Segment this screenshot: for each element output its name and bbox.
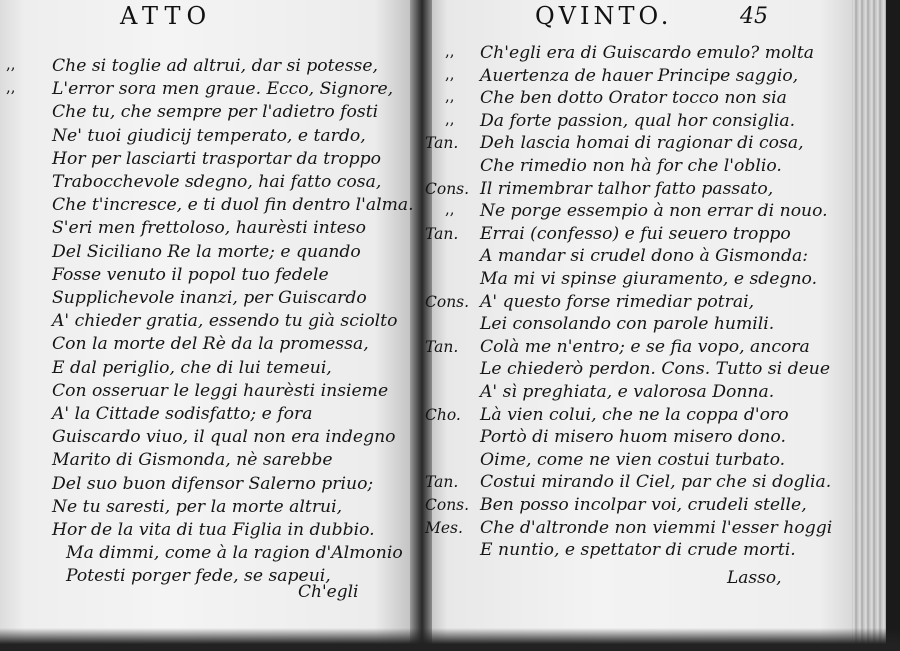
quotation-mark: ,, <box>445 87 455 106</box>
verse-text: Ch'egli era di Guiscardo emulo? molta <box>480 43 815 63</box>
verse-text: Del Siciliano Re la morte; e quando <box>52 241 361 262</box>
verse-text: Trabocchevole sdegno, hai fatto cosa, <box>52 172 382 192</box>
verse-text: Hor per lasciarti trasportar da troppo <box>52 148 382 169</box>
verse-text: Che rimedio non hà for che l'oblio. <box>480 156 782 176</box>
verse-text: A' questo forse rimediar potrai, <box>480 291 755 312</box>
verse-text: Potesti porger fede, se sapeui, <box>66 566 331 587</box>
verse-text: Guiscardo viuo, il qual non era indegno <box>52 427 396 448</box>
verse-text: Che ben dotto Orator tocco non sia <box>480 88 787 109</box>
speaker-label: Tan. <box>425 134 459 153</box>
verse-text: A mandar si crudel dono à Gismonda: <box>480 246 808 267</box>
quotation-mark: ,, <box>445 42 455 60</box>
verse-text: Da forte passion, qual hor consiglia. <box>480 110 796 131</box>
verse-text: Deh lascia homai di ragionar di cosa, <box>480 133 804 154</box>
verse-text: Che d'altronde non viemmi l'esser hoggi <box>480 517 833 538</box>
verse-text: Supplichevole inanzi, per Guiscardo <box>52 288 367 308</box>
quotation-mark: ,, <box>445 64 455 83</box>
verse-text: Le chiederò perdon. Cons. Tutto si deue <box>480 359 831 380</box>
verse-text: Costui mirando il Ciel, par che si doglia. <box>480 472 832 493</box>
speaker-label: Tan. <box>425 224 459 243</box>
verse-text: A' la Cittade sodisfatto; e fora <box>52 404 313 424</box>
speaker-label: Cons. <box>425 292 470 311</box>
speaker-label: Cons. <box>425 496 470 514</box>
verse-text: Che si toglie ad altrui, dar si potesse, <box>52 56 379 76</box>
verse-text: Con osseruar le leggi haurèsti insieme <box>52 380 389 401</box>
verse-text: L'error sora men graue. Ecco, Signore, <box>52 79 394 100</box>
verse-text: Errai (confesso) e fui seuero troppo <box>480 223 791 244</box>
speaker-label: Mes. <box>425 518 463 537</box>
verse-text: Ne' tuoi giudicij temperato, e tardo, <box>52 125 366 146</box>
verse-text: Che t'incresce, e ti duol fin dentro l'alma. <box>52 195 414 216</box>
verse-text: A' chieder gratia, essendo tu già sciolto <box>52 311 398 332</box>
quotation-mark: ,, <box>6 55 16 73</box>
running-header-right: QVINTO. <box>535 2 673 30</box>
verse-text: S'eri men frettoloso, haurèsti inteso <box>52 218 366 239</box>
verse-text: E nuntio, e spettator di crude morti. <box>480 540 796 561</box>
verse-text: Il rimembrar talhor fatto passato, <box>480 178 774 199</box>
verse-text: Oime, come ne vien costui turbato. <box>480 449 786 470</box>
bottom-shadow <box>0 628 900 651</box>
verse-text: Colà me n'entro; e se fia vopo, ancora <box>480 336 810 357</box>
verse-text: Ma dimmi, come à la ragion d'Almonio <box>66 543 403 564</box>
page-number: 45 <box>740 4 768 29</box>
quotation-mark: ,, <box>445 109 455 128</box>
verse-text: Portò di misero huom misero dono. <box>480 427 786 448</box>
verse-text: A' sì preghiata, e valorosa Donna. <box>480 382 775 402</box>
verse-text: Auertenza de hauer Principe saggio, <box>480 65 799 86</box>
verse-text: E dal periglio, che di lui temeui, <box>52 357 332 378</box>
verse-text: Lei consolando con parole humili. <box>480 314 775 335</box>
page-edges <box>852 0 900 651</box>
speaker-label: Cons. <box>425 179 470 198</box>
catchword-left: Ch'egli <box>298 582 359 602</box>
verse-text: Ben posso incolpar voi, crudeli stelle, <box>480 495 807 515</box>
book-gutter <box>410 0 432 651</box>
verse-text: Ma mi vi spinse giuramento, e sdegno. <box>480 269 818 289</box>
verse-text: Fosse venuto il popol tuo fedele <box>52 264 329 285</box>
verse-text: Marito di Gismonda, nè sarebbe <box>52 450 333 471</box>
speaker-label: Tan. <box>425 473 459 492</box>
speaker-label: Cho. <box>425 405 461 424</box>
running-header-left: ATTO <box>120 2 213 30</box>
catchword-right: Lasso, <box>727 568 782 588</box>
verse-text: Ne porge essempio à non errar di nouo. <box>480 201 828 222</box>
verse-text: Là vien colui, che ne la coppa d'oro <box>480 404 789 425</box>
verse-text: Del suo buon difensor Salerno priuo; <box>52 473 374 494</box>
verse-text: Che tu, che sempre per l'adietro fosti <box>52 102 379 123</box>
verse-text: Ne tu saresti, per la morte altrui, <box>52 496 343 517</box>
verse-text: Hor de la vita di tua Figlia in dubbio. <box>52 520 375 540</box>
quotation-mark: ,, <box>6 78 16 97</box>
verse-text: Con la morte del Rè da la promessa, <box>52 334 369 355</box>
quotation-mark: ,, <box>445 200 455 219</box>
speaker-label: Tan. <box>425 337 459 356</box>
